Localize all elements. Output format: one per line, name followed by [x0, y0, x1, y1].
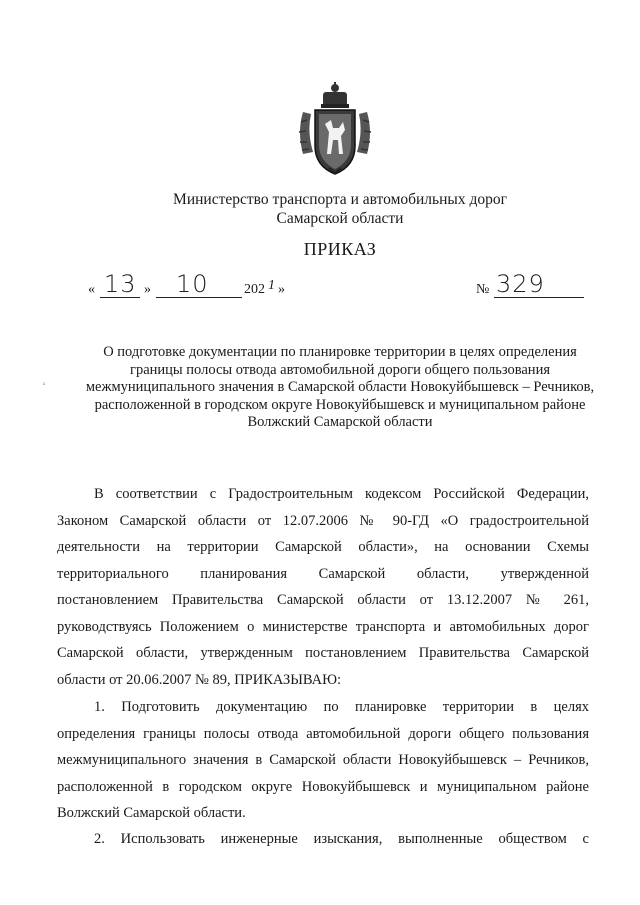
- title-line: границы полосы отвода автомобильной дороги общего пользования: [130, 361, 550, 378]
- body-line: 2. Использовать инженерные изыскания, выполненные обществом с: [94, 831, 589, 847]
- body-line: Волжский Самарской области.: [57, 805, 246, 821]
- body-line: Самарской области, утвержденным постановлением Правительства Самарской: [57, 645, 589, 661]
- body-line: территориального планирования Самарской области, утвержденной: [57, 565, 589, 582]
- preamble-paragraph: [57, 481, 589, 693]
- title-line: Волжский Самарской области: [247, 414, 433, 430]
- body-line: Законом Самарской области от 12.07.2006 № 90-ГД «О градостроительной: [57, 512, 589, 529]
- body-line: определения границы полосы отвода автомобильной дороги общего пользования: [57, 725, 589, 742]
- order-year-prefix: 202: [244, 282, 265, 297]
- body-line: расположенной в городском округе Новокуйбышевск и муниципальном районе: [57, 778, 589, 795]
- date-quote-close: »: [144, 282, 151, 297]
- number-underline: [494, 297, 584, 298]
- document-type-heading: ПРИКАЗ: [303, 239, 377, 259]
- title-line: расположенной в городском округе Новокуйбышевск и муниципальном районе: [94, 396, 586, 413]
- body-line: деятельности на территории Самарской области», на основании Схемы: [57, 539, 589, 555]
- scan-mark: ‘: [42, 379, 46, 393]
- title-line: межмуниципального значения в Самарской области Новокуйбышевск – Речников,: [85, 379, 595, 395]
- body-line: 1. Подготовить документацию по планировке территории в целях: [94, 699, 589, 715]
- body-line: руководствуясь Положением о министерстве транспорта и автомобильных дорог: [57, 618, 589, 635]
- order-day: 13: [104, 270, 137, 298]
- order-year-suffix: 1: [268, 278, 275, 293]
- day-underline: [100, 297, 140, 298]
- coat-of-arms-icon: [293, 82, 377, 178]
- number-sign: №: [476, 282, 490, 297]
- body-line: постановлением Правительства Самарской области от 13.12.2007 № 261,: [57, 592, 589, 608]
- order-month: 10: [176, 270, 209, 298]
- item-1-paragraph: [57, 694, 589, 827]
- month-underline: [156, 297, 242, 298]
- body-line: межмуниципального значения в Самарской области Новокуйбышевск – Речников,: [57, 752, 589, 768]
- order-number-value: 329: [496, 270, 545, 298]
- year-quote-close: »: [278, 282, 285, 297]
- order-title: [70, 344, 610, 432]
- body-line: В соответствии с Градостроительным кодексом Российской Федерации,: [94, 486, 589, 502]
- item-2-paragraph: [57, 826, 589, 853]
- title-line: О подготовке документации по планировке территории в целях определения: [103, 344, 577, 360]
- ministry-name-line2: Самарской области: [276, 210, 404, 227]
- ministry-name-line1: Министерство транспорта и автомобильных дорог: [173, 191, 507, 208]
- body-line: области от 20.06.2007 № 89, ПРИКАЗЫВАЮ:: [57, 671, 342, 688]
- date-quote-open: «: [88, 282, 95, 297]
